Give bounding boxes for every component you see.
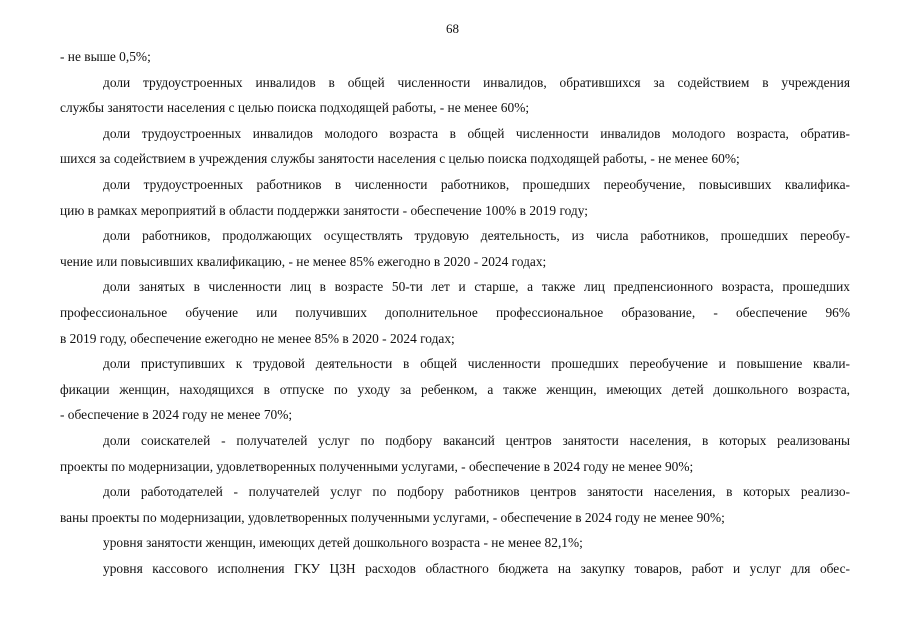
text-line: доли трудоустроенных инвалидов молодого возраста в общей численности инвалидов молодого возраста, обратив-	[103, 125, 850, 141]
text-line: фикации женщин, находящихся в отпуске по уходу за ребенком, а также женщин, имеющих детей дошкольного возраста,	[60, 381, 850, 397]
text-line: проекты по модернизации, удовлетворенных полученными услугами, - обеспечение в 2024 году не менее 90%;	[60, 458, 694, 474]
text-line: доли занятых в численности лиц в возрасте 50-ти лет и старше, а также лиц предпенсионного возраста, прошедших	[103, 279, 850, 295]
page-number: 68	[446, 21, 459, 36]
text-line: службы занятости населения с целью поиска подходящей работы, - не менее 60%;	[60, 100, 530, 116]
text-line: профессиональное обучение или получивших дополнительное профессиональное образование, - обеспечение 96%	[60, 304, 850, 320]
text-line: доли трудоустроенных инвалидов в общей численности инвалидов, обратившихся за содействием в учреждения	[103, 74, 850, 90]
text-line: шихся за содействием в учреждения службы занятости населения с целью поиска подходящей работы, - не менее 60%;	[60, 151, 740, 167]
text-line: доли соискателей - получателей услуг по подбору вакансий центров занятости населения, в которых реализованы	[103, 432, 850, 448]
text-line: в 2019 году, обеспечение ежегодно не менее 85% в 2020 - 2024 годах;	[60, 330, 455, 346]
document-body	[60, 44, 850, 581]
text-line: - обеспечение в 2024 году не менее 70%;	[60, 407, 293, 423]
text-line: доли трудоустроенных работников в численности работников, прошедших переобучение, повысивших квалифика-	[103, 176, 850, 192]
text-line: - не выше 0,5%;	[60, 49, 151, 64]
text-line: доли приступивших к трудовой деятельности в общей численности прошедших переобучение и повышение квали-	[103, 356, 850, 372]
text-line: чение или повысивших квалификацию, - не менее 85% ежегодно в 2020 - 2024 годах;	[60, 253, 547, 269]
text-line: доли работодателей - получателей услуг по подбору работников центров занятости населения, в которых реализо-	[103, 484, 850, 500]
text-line: уровня кассового исполнения ГКУ ЦЗН расходов областного бюджета на закупку товаров, работ и услуг для обес-	[103, 560, 850, 576]
text-line: доли работников, продолжающих осуществлять трудовую деятельность, из числа работников, прошедших переобу-	[103, 228, 850, 244]
text-line: уровня занятости женщин, имеющих детей дошкольного возраста - не менее 82,1%;	[103, 535, 583, 551]
text-line: цию в рамках мероприятий в области поддержки занятости - обеспечение 100% в 2019 году;	[60, 202, 588, 218]
text-line: ваны проекты по модернизации, удовлетворенных полученными услугами, - обеспечение в 2024 году не менее 90%;	[60, 509, 725, 525]
